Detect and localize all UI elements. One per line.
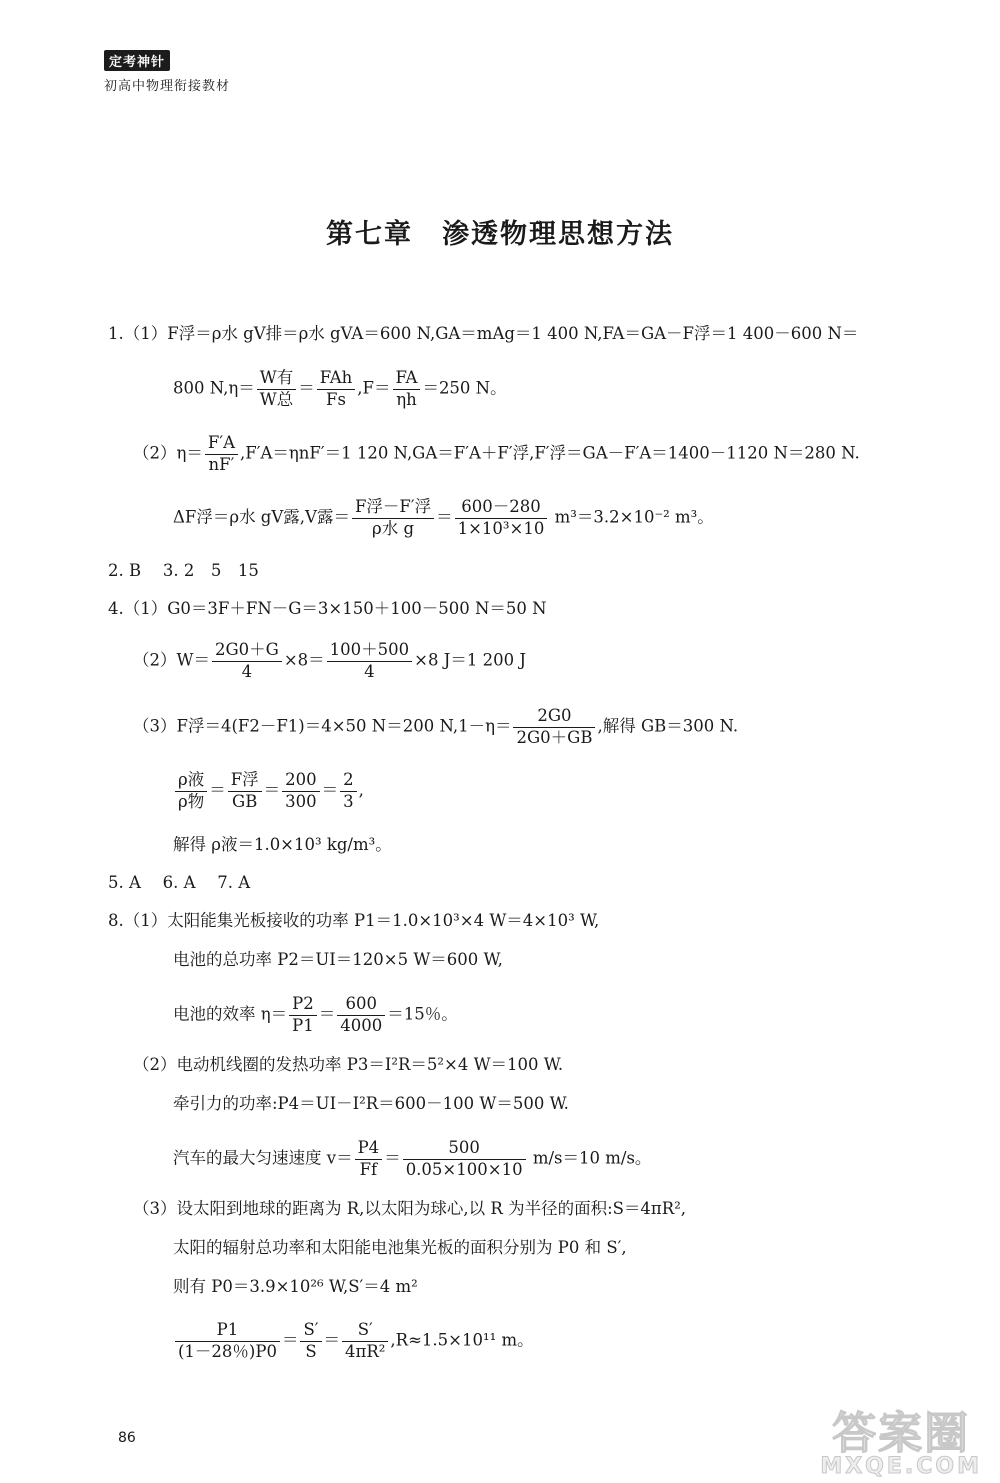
answer-8-part-1-efficiency xyxy=(173,994,458,1036)
fraction xyxy=(317,368,356,410)
answer-4-part-2 xyxy=(133,640,526,682)
text: ,F＝ xyxy=(357,378,391,398)
answer-4-part-3-ratio xyxy=(173,770,364,812)
text: ,F′A＝ηnF′＝1 120 N,GA＝F′A＋F′浮,F′浮＝GA－F′A＝1400－1120 N＝280 N. xyxy=(240,443,860,463)
denominator: S xyxy=(305,1341,317,1361)
fraction xyxy=(352,497,434,539)
denominator: Ff xyxy=(359,1159,378,1179)
fraction xyxy=(175,1320,280,1362)
fraction xyxy=(327,640,413,682)
text: ＝ xyxy=(321,780,339,800)
text: m³＝3.2×10⁻² m³。 xyxy=(549,507,714,527)
denominator: Fs xyxy=(326,389,346,409)
watermark xyxy=(820,1408,982,1479)
answer-4-result: 解得 ρ液＝1.0×10³ kg/m³。 xyxy=(173,835,392,854)
denominator: 4000 xyxy=(340,1015,383,1035)
text: ＝ xyxy=(318,1004,336,1024)
numerator: 600－280 xyxy=(455,497,548,519)
fraction xyxy=(337,994,385,1036)
numerator: FAh xyxy=(317,368,356,390)
denominator: 4 xyxy=(241,661,253,681)
text: ,R≈1.5×10¹¹ m。 xyxy=(390,1330,534,1350)
fraction xyxy=(212,640,282,682)
answers-5-7: 5. A 6. A 7. A xyxy=(108,873,251,892)
answer-8-part-2: （2）电动机线圈的发热功率 P3＝I²R＝5²×4 W＝100 W. xyxy=(133,1055,564,1074)
numerator: S′ xyxy=(342,1320,388,1342)
answer-4-part-1: 4.（1）G0＝3F＋FN－G＝3×150＋100－500 N＝50 N xyxy=(108,599,547,618)
text: ,解得 GB＝300 N. xyxy=(597,716,739,736)
numerator: 200 xyxy=(282,770,320,792)
fraction xyxy=(300,1320,321,1362)
fraction xyxy=(355,1138,383,1180)
text: ＝ xyxy=(436,507,453,527)
chapter-title: 第七章 渗透物理思想方法 xyxy=(326,219,674,250)
text: m/s＝10 m/s。 xyxy=(527,1148,652,1168)
denominator: 0.05×100×10 xyxy=(405,1159,523,1179)
fraction xyxy=(205,433,238,475)
text: ＝15％。 xyxy=(387,1004,458,1024)
numerator: 2 xyxy=(340,770,357,792)
answer-1-part-2 xyxy=(133,433,860,475)
text: ＝ xyxy=(298,378,315,398)
denominator: 2G0＋GB xyxy=(516,727,593,747)
fraction xyxy=(340,770,357,812)
answer-8-part-3-result xyxy=(173,1320,534,1362)
fraction xyxy=(257,368,296,410)
denominator: ηh xyxy=(396,389,417,409)
numerator: F浮－F′浮 xyxy=(352,497,434,519)
book-header xyxy=(104,50,230,94)
denominator: ρ水 g xyxy=(372,518,415,538)
denominator: P1 xyxy=(292,1015,314,1035)
watermark-logo-text: 答案圈 xyxy=(832,1408,971,1459)
denominator: 4 xyxy=(364,661,375,681)
fraction xyxy=(289,994,317,1036)
numerator: P2 xyxy=(289,994,317,1016)
watermark-url: MXQE.COM xyxy=(820,1454,982,1479)
denominator: 300 xyxy=(285,791,317,811)
numerator: 2G0＋G xyxy=(212,640,282,662)
answer-1-part-2-cont xyxy=(173,497,714,539)
numerator: W有 xyxy=(257,368,296,390)
text: 汽车的最大匀速速度 v＝ xyxy=(173,1148,353,1168)
fraction xyxy=(513,706,595,748)
fraction xyxy=(455,497,548,539)
text: ＝ xyxy=(384,1148,401,1168)
text: （2）η＝ xyxy=(133,443,203,463)
text: 800 N,η＝ xyxy=(173,378,255,398)
series-badge: 定考神针 xyxy=(104,50,170,71)
fraction xyxy=(282,770,320,812)
fraction xyxy=(175,770,207,812)
text: （2）W＝ xyxy=(133,650,210,670)
text: ＝ xyxy=(323,1330,341,1350)
numerator: F浮 xyxy=(228,770,262,792)
answer-8-part-3-line-3: 则有 P0＝3.9×10²⁶ W,S′＝4 m² xyxy=(173,1277,418,1296)
fraction xyxy=(403,1138,526,1180)
text: ×8 J＝1 200 J xyxy=(414,650,526,670)
denominator: 1×10³×10 xyxy=(457,518,545,538)
denominator: ρ物 xyxy=(178,791,205,811)
fraction xyxy=(342,1320,388,1362)
answer-4-part-3 xyxy=(133,706,738,748)
text: ΔF浮＝ρ水 gV露,V露＝ xyxy=(173,507,350,527)
answer-8-part-3-line-2: 太阳的辐射总功率和太阳能电池集光板的面积分别为 P0 和 S′, xyxy=(173,1238,627,1257)
denominator: 4πR² xyxy=(345,1341,386,1361)
text: （3）F浮＝4(F2－F1)＝4×50 N＝200 N,1－η＝ xyxy=(133,716,512,736)
answer-8-part-2-speed xyxy=(173,1138,651,1180)
answers-2-3: 2. B 3. 2 5 15 xyxy=(108,561,259,580)
denominator: (1－28％)P0 xyxy=(178,1341,277,1361)
denominator: W总 xyxy=(259,389,294,409)
answer-1-part-1-cont xyxy=(173,368,507,410)
numerator: P1 xyxy=(175,1320,280,1342)
text: ＝ xyxy=(209,780,226,800)
answer-8-part-1-line-2: 电池的总功率 P2＝UI＝120×5 W＝600 W, xyxy=(173,950,503,969)
text: ×8＝ xyxy=(283,650,325,670)
answer-8-part-1: 8.（1）太阳能集光板接收的功率 P1＝1.0×10³×4 W＝4×10³ W, xyxy=(108,911,600,930)
numerator: P4 xyxy=(355,1138,383,1160)
numerator: 2G0 xyxy=(513,706,595,728)
answer-8-part-3: （3）设太阳到地球的距离为 R,以太阳为球心,以 R 为半径的面积:S＝4πR², xyxy=(133,1199,687,1218)
numerator: 600 xyxy=(337,994,385,1016)
denominator: 3 xyxy=(343,791,354,811)
numerator: FA xyxy=(393,368,421,390)
answer-8-part-2-line-2: 牵引力的功率:P4＝UI－I²R＝600－100 W＝500 W. xyxy=(173,1094,569,1113)
fraction xyxy=(393,368,421,410)
fraction xyxy=(228,770,262,812)
text: 电池的效率 η＝ xyxy=(173,1004,288,1024)
numerator: ρ液 xyxy=(175,770,207,792)
numerator: S′ xyxy=(300,1320,321,1342)
numerator: 500 xyxy=(403,1138,526,1160)
page-number: 86 xyxy=(118,1430,136,1446)
book-subtitle: 初高中物理衔接教材 xyxy=(104,79,231,94)
denominator: nF′ xyxy=(208,454,235,474)
text: ＝ xyxy=(263,780,281,800)
denominator: GB xyxy=(232,791,258,811)
text: ＝ xyxy=(281,1330,299,1350)
numerator: F′A xyxy=(205,433,238,455)
numerator: 100＋500 xyxy=(327,640,413,662)
answer-1-part-1: 1.（1）F浮＝ρ水 gV排＝ρ水 gVA＝600 N,GA＝mAg＝1 400 N,FA＝GA－F浮＝1 400－600 N＝ xyxy=(108,324,859,343)
text: ＝250 N。 xyxy=(422,378,507,398)
text: , xyxy=(358,780,364,800)
